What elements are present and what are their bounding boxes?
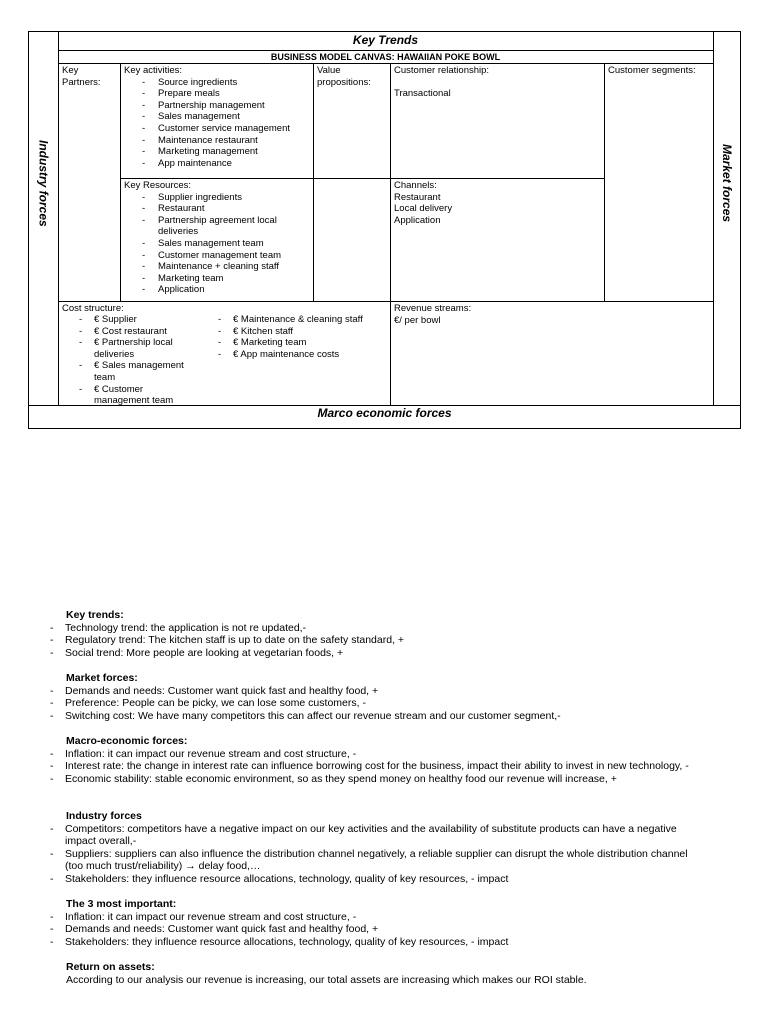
section-title: The 3 most important: xyxy=(66,898,177,910)
value-propositions-label: Value propositions: xyxy=(317,65,371,88)
key-trends-heading: Key Trends xyxy=(352,33,419,47)
list-item: - Prepare meals xyxy=(124,88,310,100)
return-on-assets-text: According to our analysis our revenue is increasing, our total assets are increasing which makes our ROI stable. xyxy=(66,973,587,986)
cost-structure-col1 xyxy=(59,313,197,408)
canvas-title: BUSINESS MODEL CANVAS: HAWAIIAN POKE BOWL xyxy=(270,52,501,62)
channel-item: Local delivery xyxy=(394,203,453,215)
market-forces-list xyxy=(32,685,706,723)
cost-structure-label: Cost structure: xyxy=(62,303,124,314)
list-item: - Sales management xyxy=(124,111,310,123)
list-item: - Preference: People can be picky, we can lose some customers, - xyxy=(32,697,706,710)
list-item: - Stakeholders: they influence resource allocations, technology, quality of key resources, - impact xyxy=(32,936,706,949)
customer-relationship-value: Transactional xyxy=(394,88,451,100)
macro-forces-section xyxy=(66,735,706,785)
revenue-streams-block xyxy=(391,302,713,327)
channels-label: Channels: xyxy=(394,180,437,191)
list-item: - Marketing team xyxy=(124,273,310,285)
customer-segments-label: Customer segments: xyxy=(608,65,696,76)
return-on-assets-section xyxy=(66,961,706,986)
list-item: - Inflation: it can impact our revenue stream and cost structure, - xyxy=(32,748,706,761)
most-important-list xyxy=(32,911,706,949)
industry-forces-label-wrap xyxy=(29,64,58,302)
industry-forces-label: Industry forces xyxy=(36,139,51,227)
list-item: - Maintenance + cleaning staff xyxy=(124,261,310,273)
list-item: - App maintenance xyxy=(124,158,310,170)
key-activities-label: Key activities: xyxy=(124,65,183,76)
channels-block xyxy=(391,179,604,227)
list-item: - Interest rate: the change in interest rate can influence borrowing cost for the business, impact their ability to invest in new technology, - xyxy=(32,760,706,773)
list-item: - € Kitchen staff xyxy=(201,326,387,338)
key-trends-list xyxy=(32,622,706,660)
market-forces-section xyxy=(66,672,706,722)
list-item: - € Maintenance & cleaning staff xyxy=(201,314,387,326)
list-item: - € App maintenance costs xyxy=(201,349,387,361)
list-item: - € Partnership local deliveries xyxy=(62,337,194,360)
market-forces-label-wrap xyxy=(714,64,740,302)
key-resources-label: Key Resources: xyxy=(124,180,192,191)
list-item: - Demands and needs: Customer want quick fast and healthy food, + xyxy=(32,923,706,936)
channel-item: Restaurant xyxy=(394,191,441,203)
cost-structure-col2 xyxy=(198,313,390,361)
divider xyxy=(604,64,605,302)
key-activities-block xyxy=(121,64,313,170)
cost-list-2 xyxy=(201,314,387,360)
analysis-section xyxy=(66,609,706,986)
list-item: - Application xyxy=(124,284,310,296)
section-title: Industry forces xyxy=(66,810,142,822)
key-resources-list xyxy=(124,192,310,296)
customer-segments-block xyxy=(605,64,713,78)
cost-list-1 xyxy=(62,314,194,407)
list-item: - Social trend: More people are looking at vegetarian foods, + xyxy=(32,647,706,660)
section-title: Key trends: xyxy=(66,609,124,621)
most-important-section xyxy=(66,898,706,948)
list-item: - Switching cost: We have many competitors this can affect our revenue stream and our customer segment,- xyxy=(32,710,706,723)
section-title: Return on assets: xyxy=(66,961,155,973)
list-item: - Sales management team xyxy=(124,238,310,250)
list-item: - € Customer management team xyxy=(62,384,194,407)
revenue-streams-value: €/ per bowl xyxy=(394,314,441,326)
list-item: - € Supplier xyxy=(62,314,194,326)
revenue-streams-label: Revenue streams: xyxy=(394,303,472,314)
list-item: - Partnership agreement local deliveries xyxy=(124,215,310,238)
divider xyxy=(313,64,314,302)
list-item: - Regulatory trend: The kitchen staff is up to date on the safety standard, + xyxy=(32,634,706,647)
list-item: - Technology trend: the application is not re updated,- xyxy=(32,622,706,635)
macro-forces-label: Marco economic forces xyxy=(317,406,452,420)
list-item: - € Marketing team xyxy=(201,337,387,349)
section-title: Macro-economic forces: xyxy=(66,735,188,747)
list-item: - Suppliers: suppliers can also influence the distribution channel negatively, a reliable supplier can disrupt the whole distribution channel (too much trust/reliability) → delay food,… xyxy=(32,848,706,873)
list-item: - Economic stability: stable economic environment, so as they spend money on healthy food our revenue will increase, + xyxy=(32,773,706,786)
section-title: Market forces: xyxy=(66,672,138,684)
customer-relationship-block xyxy=(391,64,604,101)
list-item: - Inflation: it can impact our revenue stream and cost structure, - xyxy=(32,911,706,924)
list-item: - Source ingredients xyxy=(124,77,310,89)
list-item: - Competitors: competitors have a negative impact on our key activities and the availability of substitute products can have a negative impact overall,- xyxy=(32,823,706,848)
key-activities-list xyxy=(124,77,310,170)
list-item: - Demands and needs: Customer want quick fast and healthy food, + xyxy=(32,685,706,698)
industry-forces-section xyxy=(66,810,706,885)
list-item: - € Sales management team xyxy=(62,360,194,383)
macro-forces-list xyxy=(32,748,706,786)
value-propositions-block xyxy=(314,64,390,89)
list-item: - Partnership management xyxy=(124,100,310,112)
list-item: - Restaurant xyxy=(124,203,310,215)
list-item: - € Cost restaurant xyxy=(62,326,194,338)
list-item: - Maintenance restaurant xyxy=(124,135,310,147)
list-item: - Customer management team xyxy=(124,250,310,262)
industry-forces-list xyxy=(32,823,706,886)
divider xyxy=(390,64,391,406)
list-item: - Marketing management xyxy=(124,146,310,158)
key-resources-block xyxy=(121,179,313,297)
channel-item: Application xyxy=(394,214,441,226)
customer-relationship-label: Customer relationship: xyxy=(394,65,490,76)
market-forces-label: Market forces xyxy=(720,143,734,223)
list-item: - Supplier ingredients xyxy=(124,192,310,204)
key-partners-label: Key Partners: xyxy=(62,65,101,88)
list-item: - Stakeholders: they influence resource allocations, technology, quality of key resources, - impact xyxy=(32,873,706,886)
key-trends-section xyxy=(66,609,706,659)
list-item: - Customer service management xyxy=(124,123,310,135)
key-partners-block xyxy=(59,64,120,89)
